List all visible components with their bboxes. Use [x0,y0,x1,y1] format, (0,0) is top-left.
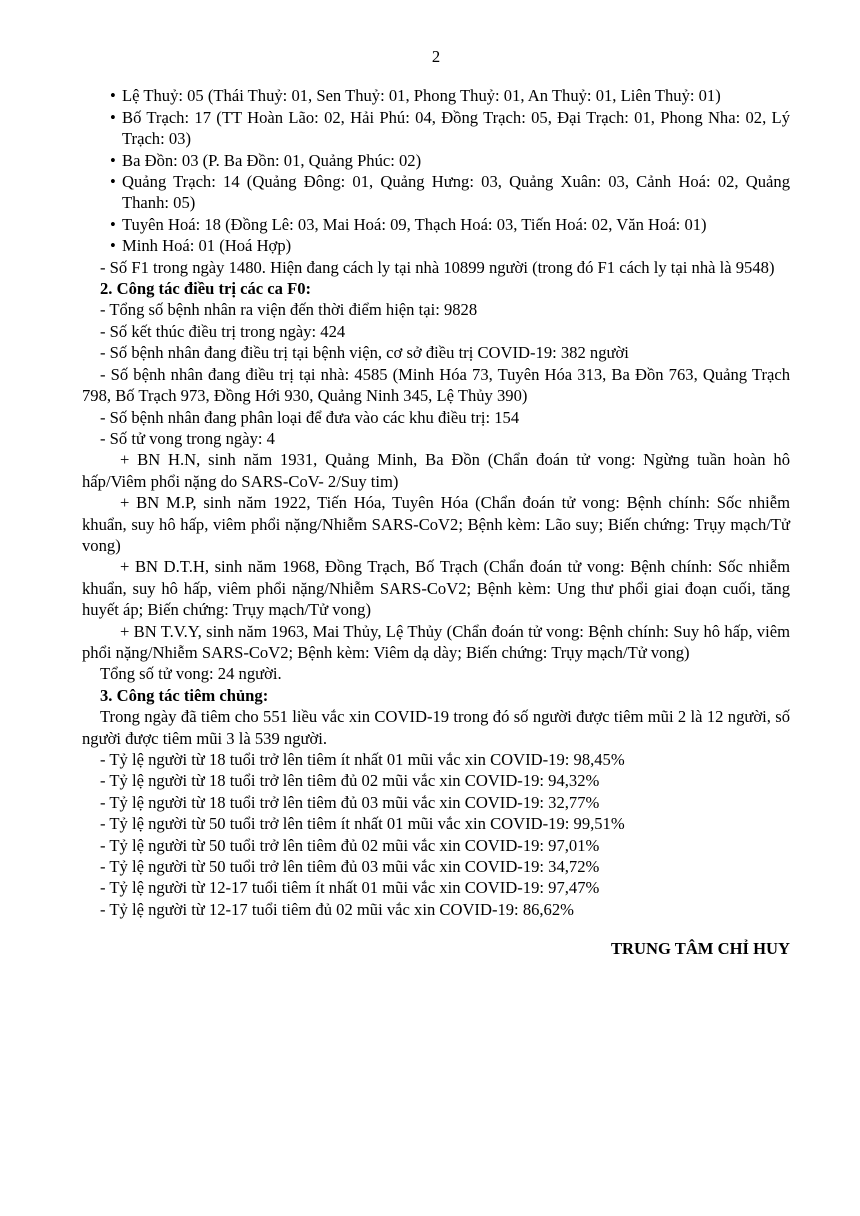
bullet-icon: • [110,107,116,127]
vaccination-rate: - Tỷ lệ người từ 18 tuổi trở lên tiêm đủ 03 mũi vắc xin COVID-19: 32,77% [100,792,600,812]
vaccination-intro: Trong ngày đã tiêm cho 551 liều vắc xin COVID-19 trong đó số người được tiêm mũi 2 là 12 người, số người được tiêm mũi 3 là 539 người. [82,707,790,748]
vaccination-rate: - Tỷ lệ người từ 12-17 tuổi tiêm đủ 02 mũi vắc xin COVID-19: 86,62% [100,899,574,919]
treatment-line: - Số bệnh nhân đang điều trị tại nhà: 4585 (Minh Hóa 73, Tuyên Hóa 313, Ba Đồn 763, Quảng Trạch 798, Bố Trạch 973, Đồng Hới 930, Quảng Ninh 345, Lệ Thủy 390) [82,364,790,406]
bullet-icon: • [110,214,116,234]
bullet-icon: • [110,236,116,256]
treatment-line: - Tổng số bệnh nhân ra viện đến thời điểm hiện tại: 9828 [100,300,478,320]
treatment-line: - Số bệnh nhân đang phân loại để đưa vào các khu điều trị: 154 [100,407,520,427]
district-item-quang-trach: • Quảng Trạch: 14 (Quảng Đông: 01, Quảng Hưng: 03, Quảng Xuân: 03, Cảnh Hoá: 02, Quảng Thanh: 05) [110,172,790,213]
vaccination-rate: - Tỷ lệ người từ 50 tuổi trở lên tiêm đủ 03 mũi vắc xin COVID-19: 34,72% [100,857,600,877]
vaccination-rate: - Tỷ lệ người từ 12-17 tuổi tiêm ít nhất 01 mũi vắc xin COVID-19: 97,47% [100,878,600,898]
district-item-le-thuy: • Lệ Thuỷ: 05 (Thái Thuỷ: 01, Sen Thuỷ: 01, Phong Thuỷ: 01, An Thuỷ: 01, Liên Thuỷ: 01) [110,86,721,106]
death-case: + BN D.T.H, sinh năm 1968, Đồng Trạch, Bố Trạch (Chẩn đoán tử vong: Bệnh chính: Sốc nhiễm khuẩn, suy hô hấp, viêm phổi nặng/Nhiễm SARS-CoV2; Bệnh kèm: Ung thư phổi giai đoạn cuối, tăng huyết áp; Biến chứng: Trụy mạch/Tử vong) [82,557,790,620]
total-deaths: Tổng số tử vong: 24 người. [100,664,282,684]
section-heading-treatment: 2. Công tác điều trị các ca F0: [100,279,312,299]
f1-summary: - Số F1 trong ngày 1480. Hiện đang cách ly tại nhà 10899 người (trong đó F1 cách ly tại nhà là 9548) [100,257,775,277]
district-item-bo-trach: • Bố Trạch: 17 (TT Hoàn Lão: 02, Hải Phú: 04, Đồng Trạch: 05, Đại Trạch: 01, Phong Nha: 02, Lý Trạch: 03) [110,107,790,149]
vaccination-rate: - Tỷ lệ người từ 50 tuổi trở lên tiêm ít nhất 01 mũi vắc xin COVID-19: 99,51% [100,814,625,834]
vaccination-rate: - Tỷ lệ người từ 18 tuổi trở lên tiêm đủ 02 mũi vắc xin COVID-19: 94,32% [100,771,600,791]
section-heading-vaccination: 3. Công tác tiêm chủng: [100,685,269,705]
vaccination-rate: - Tỷ lệ người từ 18 tuổi trở lên tiêm ít nhất 01 mũi vắc xin COVID-19: 98,45% [100,750,625,769]
bullet-icon: • [110,172,116,192]
page-number: 2 [431,47,441,66]
treatment-line: - Số tử vong trong ngày: 4 [100,428,275,448]
bullet-icon: • [110,150,116,170]
treatment-line: - Số bệnh nhân đang điều trị tại bệnh viện, cơ sở điều trị COVID-19: 382 người [100,343,629,363]
district-case-list [82,85,790,256]
death-case: + BN H.N, sinh năm 1931, Quảng Minh, Ba Đồn (Chẩn đoán tử vong: Ngừng tuần hoàn hô hấp/Viêm phổi nặng do SARS-CoV- 2/Suy tim) [82,450,790,491]
death-case: + BN T.V.Y, sinh năm 1963, Mai Thủy, Lệ Thủy (Chẩn đoán tử vong: Bệnh chính: Suy hô hấp, viêm phổi nặng/Nhiễm SARS-CoV2; Bệnh kèm: Viêm dạ dày; Biến chứng: Trụy mạch/Tử vong) [82,621,790,662]
treatment-line: - Số kết thúc điều trị trong ngày: 424 [100,321,346,341]
district-item-ba-don: • Ba Đồn: 03 (P. Ba Đồn: 01, Quảng Phúc: 02) [110,150,422,170]
signature-block: TRUNG TÂM CHỈ HUY [610,939,790,959]
district-item-tuyen-hoa: • Tuyên Hoá: 18 (Đồng Lê: 03, Mai Hoá: 09, Thạch Hoá: 03, Tiến Hoá: 02, Văn Hoá: 01) [110,214,707,234]
vaccination-rate: - Tỷ lệ người từ 50 tuổi trở lên tiêm đủ 02 mũi vắc xin COVID-19: 97,01% [100,835,600,855]
death-case: + BN M.P, sinh năm 1922, Tiến Hóa, Tuyên Hóa (Chẩn đoán tử vong: Bệnh chính: Sốc nhiễm khuẩn, suy hô hấp, viêm phổi nặng/Nhiễm SARS-CoV2; Bệnh kèm: Lão suy; Biến chứng: Trụy mạch/Tử vong) [82,493,790,555]
bullet-icon: • [110,86,116,106]
district-item-minh-hoa: • Minh Hoá: 01 (Hoá Hợp) [110,236,292,256]
